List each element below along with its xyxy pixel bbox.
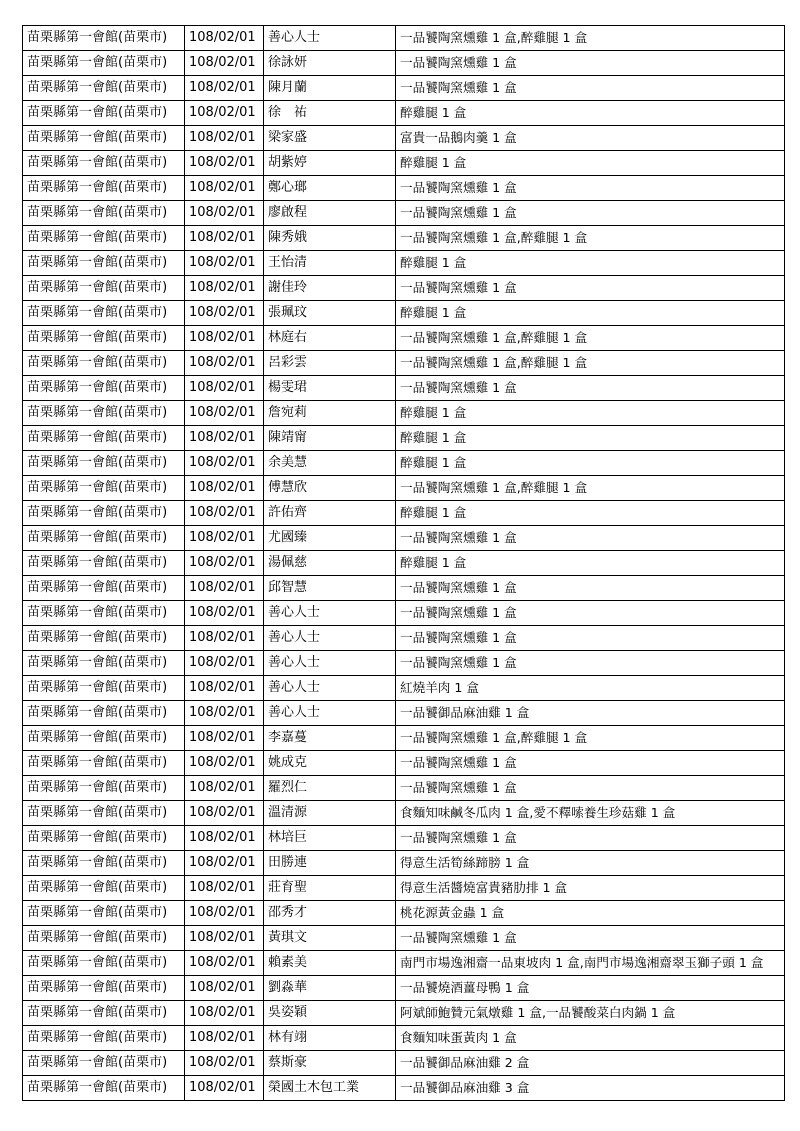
organization-cell: 苗栗縣第一會館(苗栗市) — [23, 676, 185, 701]
donated-item-cell: 一品饕陶窯燻雞 1 盒 — [396, 926, 785, 951]
donor-name-cell: 王怡清 — [264, 251, 396, 276]
donated-item-cell: 一品饕陶窯燻雞 1 盒 — [396, 51, 785, 76]
date-cell: 108/02/01 — [185, 426, 264, 451]
donor-name-cell: 姚成克 — [264, 751, 396, 776]
donated-item-cell: 一品饕御品麻油雞 2 盒 — [396, 1051, 785, 1076]
donor-name-cell: 梁家盛 — [264, 126, 396, 151]
donor-name-cell: 田勝連 — [264, 851, 396, 876]
donor-name-cell: 榮國土木包工業 — [264, 1076, 396, 1101]
donated-item-cell: 醉雞腿 1 盒 — [396, 251, 785, 276]
donation-table-page — [22, 25, 784, 1101]
table-row — [23, 826, 785, 851]
organization-cell: 苗栗縣第一會館(苗栗市) — [23, 876, 185, 901]
date-cell: 108/02/01 — [185, 126, 264, 151]
date-cell: 108/02/01 — [185, 401, 264, 426]
date-cell: 108/02/01 — [185, 276, 264, 301]
donor-name-cell: 林培巨 — [264, 826, 396, 851]
table-row — [23, 801, 785, 826]
date-cell: 108/02/01 — [185, 901, 264, 926]
donor-name-cell: 李嘉蔓 — [264, 726, 396, 751]
donated-item-cell: 醉雞腿 1 盒 — [396, 451, 785, 476]
date-cell: 108/02/01 — [185, 726, 264, 751]
table-row — [23, 326, 785, 351]
table-row — [23, 726, 785, 751]
donor-name-cell: 陳秀娥 — [264, 226, 396, 251]
table-row — [23, 476, 785, 501]
organization-cell: 苗栗縣第一會館(苗栗市) — [23, 51, 185, 76]
table-row — [23, 501, 785, 526]
donor-name-cell: 黃琪文 — [264, 926, 396, 951]
donated-item-cell: 醉雞腿 1 盒 — [396, 301, 785, 326]
donor-name-cell: 鄭心瑯 — [264, 176, 396, 201]
organization-cell: 苗栗縣第一會館(苗栗市) — [23, 551, 185, 576]
donor-name-cell: 張珮玟 — [264, 301, 396, 326]
date-cell: 108/02/01 — [185, 526, 264, 551]
donated-item-cell: 一品饕御品麻油雞 1 盒 — [396, 701, 785, 726]
organization-cell: 苗栗縣第一會館(苗栗市) — [23, 351, 185, 376]
donated-item-cell: 阿斌師鮑贊元氣燉雞 1 盒,一品饕酸菜白肉鍋 1 盒 — [396, 1001, 785, 1026]
donor-name-cell: 陳靖甯 — [264, 426, 396, 451]
organization-cell: 苗栗縣第一會館(苗栗市) — [23, 601, 185, 626]
table-row — [23, 226, 785, 251]
donated-item-cell: 一品饕陶窯燻雞 1 盒,醉雞腿 1 盒 — [396, 26, 785, 51]
table-row — [23, 901, 785, 926]
date-cell: 108/02/01 — [185, 376, 264, 401]
table-row — [23, 976, 785, 1001]
donor-name-cell: 傅慧欣 — [264, 476, 396, 501]
table-row — [23, 251, 785, 276]
date-cell: 108/02/01 — [185, 1051, 264, 1076]
date-cell: 108/02/01 — [185, 551, 264, 576]
date-cell: 108/02/01 — [185, 601, 264, 626]
donated-item-cell: 一品饕陶窯燻雞 1 盒 — [396, 201, 785, 226]
donor-name-cell: 謝佳玲 — [264, 276, 396, 301]
organization-cell: 苗栗縣第一會館(苗栗市) — [23, 1026, 185, 1051]
table-row — [23, 526, 785, 551]
table-row — [23, 876, 785, 901]
organization-cell: 苗栗縣第一會館(苗栗市) — [23, 176, 185, 201]
organization-cell: 苗栗縣第一會館(苗栗市) — [23, 576, 185, 601]
table-row — [23, 76, 785, 101]
organization-cell: 苗栗縣第一會館(苗栗市) — [23, 1076, 185, 1101]
organization-cell: 苗栗縣第一會館(苗栗市) — [23, 501, 185, 526]
donor-name-cell: 湯佩慈 — [264, 551, 396, 576]
date-cell: 108/02/01 — [185, 476, 264, 501]
organization-cell: 苗栗縣第一會館(苗栗市) — [23, 776, 185, 801]
organization-cell: 苗栗縣第一會館(苗栗市) — [23, 201, 185, 226]
table-row — [23, 951, 785, 976]
donated-item-cell: 一品饕陶窯燻雞 1 盒,醉雞腿 1 盒 — [396, 226, 785, 251]
date-cell: 108/02/01 — [185, 951, 264, 976]
donated-item-cell: 一品饕陶窯燻雞 1 盒,醉雞腿 1 盒 — [396, 351, 785, 376]
donated-item-cell: 一品饕陶窯燻雞 1 盒 — [396, 651, 785, 676]
table-row — [23, 51, 785, 76]
table-row — [23, 851, 785, 876]
donor-name-cell: 余美慧 — [264, 451, 396, 476]
date-cell: 108/02/01 — [185, 676, 264, 701]
donated-item-cell: 一品饕陶窯燻雞 1 盒 — [396, 626, 785, 651]
date-cell: 108/02/01 — [185, 101, 264, 126]
donor-name-cell: 賴素美 — [264, 951, 396, 976]
organization-cell: 苗栗縣第一會館(苗栗市) — [23, 926, 185, 951]
organization-cell: 苗栗縣第一會館(苗栗市) — [23, 1001, 185, 1026]
donor-name-cell: 陳月蘭 — [264, 76, 396, 101]
donated-item-cell: 得意生活醬燒富貴豬肋排 1 盒 — [396, 876, 785, 901]
donated-item-cell: 一品饕陶窯燻雞 1 盒,醉雞腿 1 盒 — [396, 726, 785, 751]
organization-cell: 苗栗縣第一會館(苗栗市) — [23, 301, 185, 326]
date-cell: 108/02/01 — [185, 801, 264, 826]
table-row — [23, 176, 785, 201]
date-cell: 108/02/01 — [185, 701, 264, 726]
donated-item-cell: 一品饕陶窯燻雞 1 盒 — [396, 751, 785, 776]
donor-name-cell: 善心人士 — [264, 701, 396, 726]
table-row — [23, 1026, 785, 1051]
donated-item-cell: 一品饕御品麻油雞 3 盒 — [396, 1076, 785, 1101]
organization-cell: 苗栗縣第一會館(苗栗市) — [23, 701, 185, 726]
table-row — [23, 451, 785, 476]
date-cell: 108/02/01 — [185, 851, 264, 876]
donor-name-cell: 林有翊 — [264, 1026, 396, 1051]
date-cell: 108/02/01 — [185, 226, 264, 251]
donor-name-cell: 呂彩雲 — [264, 351, 396, 376]
donor-name-cell: 邱智慧 — [264, 576, 396, 601]
donated-item-cell: 一品饕陶窯燻雞 1 盒 — [396, 601, 785, 626]
donated-item-cell: 一品饕陶窯燻雞 1 盒,醉雞腿 1 盒 — [396, 476, 785, 501]
table-row — [23, 926, 785, 951]
donation-table — [22, 25, 785, 1101]
organization-cell: 苗栗縣第一會館(苗栗市) — [23, 26, 185, 51]
donor-name-cell: 莊育聖 — [264, 876, 396, 901]
donor-name-cell: 胡紫婷 — [264, 151, 396, 176]
date-cell: 108/02/01 — [185, 351, 264, 376]
donated-item-cell: 桃花源黃金蟲 1 盒 — [396, 901, 785, 926]
donated-item-cell: 一品饕燒酒薑母鴨 1 盒 — [396, 976, 785, 1001]
donated-item-cell: 醉雞腿 1 盒 — [396, 101, 785, 126]
organization-cell: 苗栗縣第一會館(苗栗市) — [23, 801, 185, 826]
date-cell: 108/02/01 — [185, 926, 264, 951]
organization-cell: 苗栗縣第一會館(苗栗市) — [23, 376, 185, 401]
donor-name-cell: 善心人士 — [264, 26, 396, 51]
date-cell: 108/02/01 — [185, 251, 264, 276]
donor-name-cell: 邵秀才 — [264, 901, 396, 926]
date-cell: 108/02/01 — [185, 626, 264, 651]
table-row — [23, 376, 785, 401]
donor-name-cell: 徐 祐 — [264, 101, 396, 126]
donated-item-cell: 富貴一品鵝肉羹 1 盒 — [396, 126, 785, 151]
donated-item-cell: 得意生活筍絲蹄膀 1 盒 — [396, 851, 785, 876]
donated-item-cell: 一品饕陶窯燻雞 1 盒 — [396, 376, 785, 401]
organization-cell: 苗栗縣第一會館(苗栗市) — [23, 326, 185, 351]
table-row — [23, 576, 785, 601]
date-cell: 108/02/01 — [185, 501, 264, 526]
donor-name-cell: 尤國臻 — [264, 526, 396, 551]
donated-item-cell: 醉雞腿 1 盒 — [396, 501, 785, 526]
date-cell: 108/02/01 — [185, 326, 264, 351]
table-row — [23, 401, 785, 426]
date-cell: 108/02/01 — [185, 151, 264, 176]
organization-cell: 苗栗縣第一會館(苗栗市) — [23, 826, 185, 851]
donor-name-cell: 吳姿穎 — [264, 1001, 396, 1026]
date-cell: 108/02/01 — [185, 51, 264, 76]
date-cell: 108/02/01 — [185, 776, 264, 801]
table-body — [23, 26, 785, 1101]
organization-cell: 苗栗縣第一會館(苗栗市) — [23, 626, 185, 651]
donor-name-cell: 許佑齊 — [264, 501, 396, 526]
organization-cell: 苗栗縣第一會館(苗栗市) — [23, 276, 185, 301]
donated-item-cell: 紅燒羊肉 1 盒 — [396, 676, 785, 701]
donor-name-cell: 善心人士 — [264, 676, 396, 701]
organization-cell: 苗栗縣第一會館(苗栗市) — [23, 751, 185, 776]
donated-item-cell: 一品饕陶窯燻雞 1 盒 — [396, 776, 785, 801]
table-row — [23, 351, 785, 376]
table-row — [23, 151, 785, 176]
donated-item-cell: 醉雞腿 1 盒 — [396, 426, 785, 451]
table-row — [23, 101, 785, 126]
donated-item-cell: 食麵知味鹹冬瓜肉 1 盒,愛不釋嗦養生珍菇雞 1 盒 — [396, 801, 785, 826]
organization-cell: 苗栗縣第一會館(苗栗市) — [23, 476, 185, 501]
table-row — [23, 601, 785, 626]
donor-name-cell: 詹宛莉 — [264, 401, 396, 426]
table-row — [23, 301, 785, 326]
donated-item-cell: 一品饕陶窯燻雞 1 盒 — [396, 76, 785, 101]
date-cell: 108/02/01 — [185, 826, 264, 851]
organization-cell: 苗栗縣第一會館(苗栗市) — [23, 976, 185, 1001]
donated-item-cell: 醉雞腿 1 盒 — [396, 401, 785, 426]
organization-cell: 苗栗縣第一會館(苗栗市) — [23, 126, 185, 151]
table-row — [23, 26, 785, 51]
donated-item-cell: 一品饕陶窯燻雞 1 盒 — [396, 526, 785, 551]
table-row — [23, 676, 785, 701]
organization-cell: 苗栗縣第一會館(苗栗市) — [23, 251, 185, 276]
donated-item-cell: 食麵知味蛋黃肉 1 盒 — [396, 1026, 785, 1051]
donor-name-cell: 善心人士 — [264, 626, 396, 651]
table-row — [23, 551, 785, 576]
donor-name-cell: 蔡斯豪 — [264, 1051, 396, 1076]
organization-cell: 苗栗縣第一會館(苗栗市) — [23, 426, 185, 451]
organization-cell: 苗栗縣第一會館(苗栗市) — [23, 901, 185, 926]
organization-cell: 苗栗縣第一會館(苗栗市) — [23, 651, 185, 676]
date-cell: 108/02/01 — [185, 976, 264, 1001]
table-row — [23, 701, 785, 726]
table-row — [23, 776, 785, 801]
date-cell: 108/02/01 — [185, 876, 264, 901]
table-row — [23, 276, 785, 301]
donor-name-cell: 廖啟程 — [264, 201, 396, 226]
table-row — [23, 1051, 785, 1076]
date-cell: 108/02/01 — [185, 26, 264, 51]
organization-cell: 苗栗縣第一會館(苗栗市) — [23, 451, 185, 476]
table-row — [23, 651, 785, 676]
organization-cell: 苗栗縣第一會館(苗栗市) — [23, 951, 185, 976]
donated-item-cell: 一品饕陶窯燻雞 1 盒 — [396, 176, 785, 201]
table-row — [23, 1076, 785, 1101]
date-cell: 108/02/01 — [185, 1001, 264, 1026]
date-cell: 108/02/01 — [185, 651, 264, 676]
donor-name-cell: 羅烈仁 — [264, 776, 396, 801]
date-cell: 108/02/01 — [185, 76, 264, 101]
organization-cell: 苗栗縣第一會館(苗栗市) — [23, 226, 185, 251]
date-cell: 108/02/01 — [185, 1076, 264, 1101]
donor-name-cell: 善心人士 — [264, 651, 396, 676]
organization-cell: 苗栗縣第一會館(苗栗市) — [23, 401, 185, 426]
donated-item-cell: 一品饕陶窯燻雞 1 盒 — [396, 276, 785, 301]
date-cell: 108/02/01 — [185, 301, 264, 326]
date-cell: 108/02/01 — [185, 576, 264, 601]
table-row — [23, 126, 785, 151]
donated-item-cell: 醉雞腿 1 盒 — [396, 151, 785, 176]
organization-cell: 苗栗縣第一會館(苗栗市) — [23, 726, 185, 751]
date-cell: 108/02/01 — [185, 751, 264, 776]
date-cell: 108/02/01 — [185, 1026, 264, 1051]
donor-name-cell: 徐詠妍 — [264, 51, 396, 76]
donated-item-cell: 一品饕陶窯燻雞 1 盒,醉雞腿 1 盒 — [396, 326, 785, 351]
date-cell: 108/02/01 — [185, 201, 264, 226]
date-cell: 108/02/01 — [185, 451, 264, 476]
organization-cell: 苗栗縣第一會館(苗栗市) — [23, 101, 185, 126]
organization-cell: 苗栗縣第一會館(苗栗市) — [23, 1051, 185, 1076]
organization-cell: 苗栗縣第一會館(苗栗市) — [23, 851, 185, 876]
table-row — [23, 1001, 785, 1026]
organization-cell: 苗栗縣第一會館(苗栗市) — [23, 151, 185, 176]
donated-item-cell: 南門市場逸湘齋一品東坡肉 1 盒,南門市場逸湘齋翠玉獅子頭 1 盒 — [396, 951, 785, 976]
table-row — [23, 626, 785, 651]
date-cell: 108/02/01 — [185, 176, 264, 201]
donor-name-cell: 楊雯珺 — [264, 376, 396, 401]
donor-name-cell: 林庭右 — [264, 326, 396, 351]
donor-name-cell: 善心人士 — [264, 601, 396, 626]
table-row — [23, 426, 785, 451]
donated-item-cell: 一品饕陶窯燻雞 1 盒 — [396, 576, 785, 601]
organization-cell: 苗栗縣第一會館(苗栗市) — [23, 76, 185, 101]
donor-name-cell: 溫清源 — [264, 801, 396, 826]
table-row — [23, 751, 785, 776]
donated-item-cell: 醉雞腿 1 盒 — [396, 551, 785, 576]
donated-item-cell: 一品饕陶窯燻雞 1 盒 — [396, 826, 785, 851]
organization-cell: 苗栗縣第一會館(苗栗市) — [23, 526, 185, 551]
donor-name-cell: 劉淼華 — [264, 976, 396, 1001]
table-row — [23, 201, 785, 226]
